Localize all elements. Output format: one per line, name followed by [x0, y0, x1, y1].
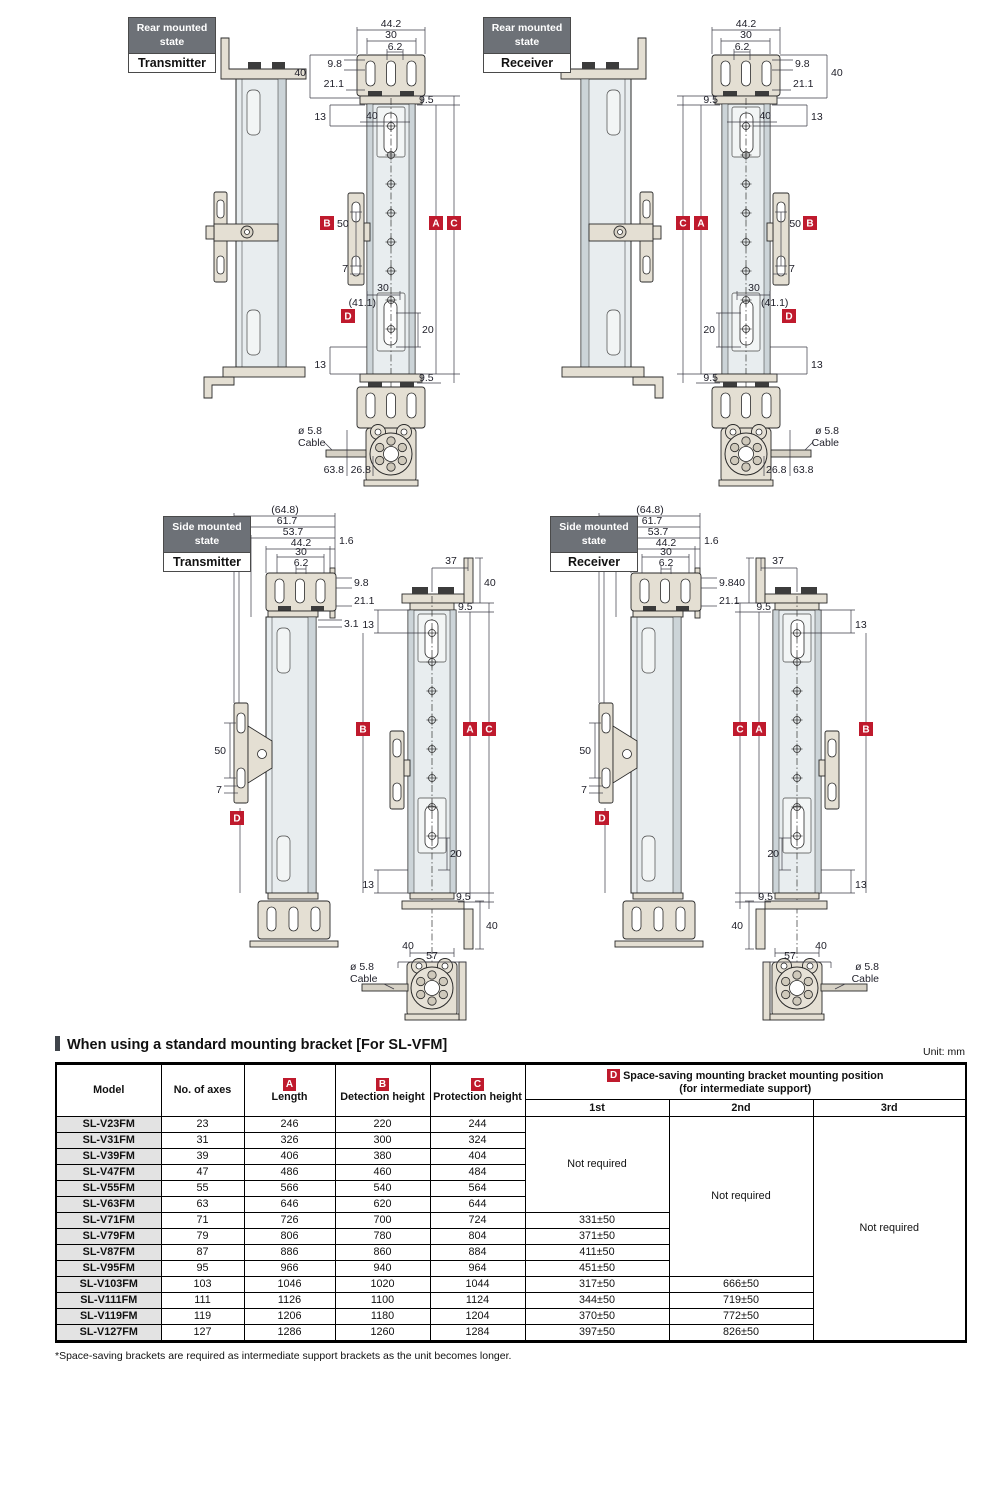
side-receiver-tag: [550, 516, 638, 572]
cell-model: SL-V23FM: [56, 1117, 161, 1133]
dim-label: 9.8: [795, 58, 810, 70]
dim-label: 21.1: [719, 595, 740, 607]
cell-model: SL-V47FM: [56, 1165, 161, 1181]
cell-axes: 39: [161, 1149, 244, 1165]
marker-A: [463, 722, 477, 736]
cell-axes: 23: [161, 1117, 244, 1133]
bracket-table-body: [56, 1117, 966, 1342]
dim-label: 40: [731, 920, 743, 932]
cell-length: 646: [244, 1197, 335, 1213]
dim-label: 9.8: [354, 577, 369, 589]
mount-state-label: Side mounted state: [164, 517, 250, 553]
cell-protection: 644: [430, 1197, 525, 1213]
cell-protection: 564: [430, 1181, 525, 1197]
col-header-2nd: 2nd: [669, 1100, 813, 1117]
cell-model: SL-V31FM: [56, 1133, 161, 1149]
footnote: *Space-saving brackets are required as intermediate support brackets as the unit becomes longer.: [55, 1350, 512, 1362]
dim-label: 30: [377, 282, 389, 294]
dim-label: 20: [767, 848, 779, 860]
cell-axes: 87: [161, 1245, 244, 1261]
dim-label: 9.5: [703, 94, 718, 106]
marker-D: [782, 309, 796, 323]
col-header-model: Model: [56, 1064, 161, 1117]
dim-label: 57: [784, 950, 796, 962]
cell-axes: 111: [161, 1293, 244, 1309]
rear-transmitter-tag: [128, 17, 216, 73]
bracket-table-section: [55, 1036, 965, 1362]
svg-text:A: A: [755, 724, 763, 736]
cell-protection: 724: [430, 1213, 525, 1229]
marker-A: [752, 722, 766, 736]
cell-model: SL-V111FM: [56, 1293, 161, 1309]
cell-protection: 1044: [430, 1277, 525, 1293]
dim-label: 53.7: [282, 526, 304, 538]
svg-text:C: C: [736, 724, 744, 736]
col-header-protection: C Protection height: [430, 1064, 525, 1117]
dim-label: 13: [314, 359, 326, 371]
cable-label: Cable: [851, 973, 879, 985]
dim-label: 26.8: [350, 464, 371, 476]
dim-3-1-lines: [318, 620, 342, 627]
side-receiver-drawing: [515, 498, 890, 1028]
cell-first: 370±50: [525, 1309, 669, 1325]
marker-B: [859, 722, 873, 736]
cell-protection: 484: [430, 1165, 525, 1181]
cell-axes: 79: [161, 1229, 244, 1245]
cell-detection: 860: [335, 1245, 430, 1261]
dim-label: 20: [703, 324, 715, 336]
dim-label: 7: [789, 263, 795, 275]
dim-label: 40: [294, 67, 306, 79]
dim-label: 40: [484, 577, 496, 589]
cell-length: 326: [244, 1133, 335, 1149]
cell-protection: 404: [430, 1149, 525, 1165]
cell-detection: 300: [335, 1133, 430, 1149]
cell-length: 566: [244, 1181, 335, 1197]
cell-detection: 1020: [335, 1277, 430, 1293]
cell-first: 331±50: [525, 1213, 669, 1229]
bracket-table: [55, 1062, 967, 1343]
cell-second: 719±50: [669, 1293, 813, 1309]
cell-second: 772±50: [669, 1309, 813, 1325]
dim-label: 30: [660, 546, 672, 558]
dim-label: 9.5: [756, 601, 771, 613]
marker-B: [320, 216, 334, 230]
cable-diameter-label: ø 5.8: [298, 425, 322, 437]
col-header-position-group: D Space-saving mounting bracket mounting position (for intermediate support): [525, 1064, 966, 1100]
dim-label: 30: [295, 546, 307, 558]
svg-text:A: A: [432, 218, 440, 230]
dim-label: 40: [486, 920, 498, 932]
dim-label: 13: [855, 619, 867, 631]
dim-label: 40: [402, 940, 414, 952]
cell-protection: 884: [430, 1245, 525, 1261]
cell-axes: 103: [161, 1277, 244, 1293]
cell-model: SL-V55FM: [56, 1181, 161, 1197]
dim-label: (64.8): [271, 504, 299, 516]
cell-length: 726: [244, 1213, 335, 1229]
dim-label: 9.5: [458, 601, 473, 613]
cable-diameter-label: ø 5.8: [350, 961, 374, 973]
dim-label: 20: [422, 324, 434, 336]
dim-label: 13: [811, 359, 823, 371]
cell-first-merged: Not required: [525, 1117, 669, 1213]
dim-label: 37: [445, 555, 457, 567]
dim-label: 53.7: [647, 526, 669, 538]
section-title-row: [55, 1036, 965, 1058]
cell-length: 486: [244, 1165, 335, 1181]
svg-text:D: D: [598, 813, 606, 825]
dim-label: 50: [789, 218, 801, 230]
cell-protection: 1284: [430, 1325, 525, 1342]
cell-protection: 964: [430, 1261, 525, 1277]
title-bar: [55, 1036, 60, 1051]
cable-label: Cable: [350, 973, 378, 985]
marker-A: A: [283, 1078, 296, 1091]
unit-label: Unit: mm: [923, 1046, 965, 1058]
col-header-detection: B Detection height: [335, 1064, 430, 1117]
dim-label: 1.6: [339, 535, 354, 547]
dim-label: 13: [811, 111, 823, 123]
cell-detection: 1260: [335, 1325, 430, 1342]
side-transmitter-panel: [150, 498, 515, 1028]
dim-label: 57: [426, 950, 438, 962]
cell-model: SL-V79FM: [56, 1229, 161, 1245]
cell-second: 666±50: [669, 1277, 813, 1293]
dim-label: 63.8: [793, 464, 814, 476]
svg-text:B: B: [359, 724, 367, 736]
dim-label: 6.2: [387, 41, 403, 53]
dim-label: 9.5: [419, 94, 434, 106]
cell-detection: 1100: [335, 1293, 430, 1309]
rear-receiver-panel: [475, 10, 855, 490]
marker-A: [694, 216, 708, 230]
cell-axes: 47: [161, 1165, 244, 1181]
svg-text:C: C: [450, 218, 458, 230]
cell-first: 411±50: [525, 1245, 669, 1261]
svg-text:C: C: [485, 724, 493, 736]
cell-length: 246: [244, 1117, 335, 1133]
dim-label: (41.1): [348, 297, 376, 309]
marker-D: [341, 309, 355, 323]
dim-label: 30: [740, 29, 752, 41]
svg-text:A: A: [466, 724, 474, 736]
dim-label: 61.7: [641, 515, 663, 527]
cell-length: 966: [244, 1261, 335, 1277]
cell-first: 344±50: [525, 1293, 669, 1309]
cell-axes: 119: [161, 1309, 244, 1325]
cell-detection: 380: [335, 1149, 430, 1165]
dim-label: 50: [579, 745, 591, 757]
dim-label: 6.2: [658, 557, 674, 569]
marker-B: B: [376, 1078, 389, 1091]
dim-label: 30: [748, 282, 760, 294]
svg-text:D: D: [785, 311, 793, 323]
dim-label: 9.8: [719, 577, 734, 589]
cable-diameter-label: ø 5.8: [815, 425, 839, 437]
device-label: Receiver: [484, 54, 570, 72]
marker-C: [733, 722, 747, 736]
col-header-3rd: 3rd: [813, 1100, 966, 1117]
dim-label: 13: [314, 111, 326, 123]
dim-label: 7: [216, 784, 222, 796]
cell-protection: 1204: [430, 1309, 525, 1325]
marker-D: D: [607, 1069, 620, 1082]
mount-state-label: Rear mounted state: [129, 18, 215, 54]
dim-label: 13: [362, 879, 374, 891]
cell-model: SL-V87FM: [56, 1245, 161, 1261]
dim-label: 21.1: [354, 595, 375, 607]
dim-label: 21.1: [323, 78, 344, 90]
side-transmitter-tag: [163, 516, 251, 572]
mount-state-label: Side mounted state: [551, 517, 637, 553]
dim-label: 40: [759, 110, 771, 122]
dim-label: 40: [366, 110, 378, 122]
dim-label: 9.8: [327, 58, 342, 70]
cell-detection: 940: [335, 1261, 430, 1277]
dim-label: 61.7: [276, 515, 298, 527]
dim-label: 44.2: [655, 537, 677, 549]
cell-first: 397±50: [525, 1325, 669, 1342]
dim-label: 13: [362, 619, 374, 631]
side-view: [234, 568, 338, 947]
marker-D: [595, 811, 609, 825]
svg-text:B: B: [806, 218, 814, 230]
svg-text:B: B: [862, 724, 870, 736]
marker-D: [230, 811, 244, 825]
cell-model: SL-V71FM: [56, 1213, 161, 1229]
cell-first: 451±50: [525, 1261, 669, 1277]
marker-C: [676, 216, 690, 230]
cell-protection: 1124: [430, 1293, 525, 1309]
cell-third-merged: Not required: [813, 1117, 966, 1342]
dim-label: 30: [385, 29, 397, 41]
cell-first: 371±50: [525, 1229, 669, 1245]
dim-label: 44.2: [735, 18, 757, 30]
cell-protection: 804: [430, 1229, 525, 1245]
dim-label: 7: [342, 263, 348, 275]
dim-label: 44.2: [290, 537, 312, 549]
col-header-1st: 1st: [525, 1100, 669, 1117]
cell-axes: 55: [161, 1181, 244, 1197]
dim-label: 6.2: [293, 557, 309, 569]
svg-text:D: D: [233, 813, 241, 825]
marker-C: [447, 216, 461, 230]
cable-diameter-label: ø 5.8: [855, 961, 879, 973]
device-label: Transmitter: [164, 553, 250, 571]
dim-label: 13: [855, 879, 867, 891]
cell-model: SL-V39FM: [56, 1149, 161, 1165]
rear-transmitter-panel: [120, 10, 470, 490]
svg-text:C: C: [679, 218, 687, 230]
side-view: [204, 38, 306, 398]
cell-detection: 540: [335, 1181, 430, 1197]
dim-label: 40: [815, 940, 827, 952]
rear-transmitter-drawing: [120, 10, 470, 490]
cell-axes: 127: [161, 1325, 244, 1342]
cell-model: SL-V103FM: [56, 1277, 161, 1293]
side-receiver-panel: [515, 498, 890, 1028]
cell-length: 1286: [244, 1325, 335, 1342]
cell-length: 1046: [244, 1277, 335, 1293]
marker-C: C: [471, 1078, 484, 1091]
cell-first: 317±50: [525, 1277, 669, 1293]
col-header-axes: No. of axes: [161, 1064, 244, 1117]
cell-model: SL-V63FM: [56, 1197, 161, 1213]
cell-detection: 1180: [335, 1309, 430, 1325]
dim-label: 6.2: [734, 41, 750, 53]
cell-length: 1126: [244, 1293, 335, 1309]
cell-axes: 95: [161, 1261, 244, 1277]
cell-length: 886: [244, 1245, 335, 1261]
dim-label: 40: [733, 577, 745, 589]
cell-length: 1206: [244, 1309, 335, 1325]
cell-model: SL-V95FM: [56, 1261, 161, 1277]
dim-label: 9.5: [419, 372, 434, 384]
cell-detection: 220: [335, 1117, 430, 1133]
cell-axes: 63: [161, 1197, 244, 1213]
dim-label: 7: [581, 784, 587, 796]
dim-label: (41.1): [761, 297, 789, 309]
cell-detection: 700: [335, 1213, 430, 1229]
side-transmitter-drawing: [150, 498, 515, 1028]
dim-label: 1.6: [704, 535, 719, 547]
device-label: Transmitter: [129, 54, 215, 72]
marker-A: [429, 216, 443, 230]
cell-second: 826±50: [669, 1325, 813, 1342]
cell-length: 806: [244, 1229, 335, 1245]
cell-detection: 460: [335, 1165, 430, 1181]
dim-label: 9.5: [456, 891, 471, 903]
device-label: Receiver: [551, 553, 637, 571]
marker-B: [356, 722, 370, 736]
table-row: [56, 1117, 966, 1133]
cell-length: 406: [244, 1149, 335, 1165]
marker-C: [482, 722, 496, 736]
cell-second-merged: Not required: [669, 1117, 813, 1277]
dim-label: 37: [772, 555, 784, 567]
dim-label: 50: [214, 745, 226, 757]
dim-label: 26.8: [766, 464, 787, 476]
rear-receiver-drawing: [475, 10, 855, 490]
rear-receiver-tag: [483, 17, 571, 73]
dim-label: 63.8: [323, 464, 344, 476]
dim-label: 9.5: [758, 891, 773, 903]
dim-label: 9.5: [703, 372, 718, 384]
cell-detection: 620: [335, 1197, 430, 1213]
svg-text:D: D: [344, 311, 352, 323]
marker-B: [803, 216, 817, 230]
cell-protection: 244: [430, 1117, 525, 1133]
dim-label: 20: [450, 848, 462, 860]
mount-state-label: Rear mounted state: [484, 18, 570, 54]
cell-model: SL-V127FM: [56, 1325, 161, 1342]
cell-axes: 71: [161, 1213, 244, 1229]
dim-label: 21.1: [793, 78, 814, 90]
svg-text:B: B: [323, 218, 331, 230]
dim-label: 50: [337, 218, 349, 230]
dim-label: 40: [831, 67, 843, 79]
cell-axes: 31: [161, 1133, 244, 1149]
dim-label: (64.8): [636, 504, 664, 516]
col-header-length: A Length: [244, 1064, 335, 1117]
cable-label: Cable: [298, 437, 326, 449]
cable-label: Cable: [811, 437, 839, 449]
cell-protection: 324: [430, 1133, 525, 1149]
front-view: [362, 558, 473, 1020]
cell-model: SL-V119FM: [56, 1309, 161, 1325]
svg-text:A: A: [697, 218, 705, 230]
dim-label: 44.2: [380, 18, 402, 30]
section-title: When using a standard mounting bracket [For SL-VFM]: [67, 1037, 448, 1053]
cell-detection: 780: [335, 1229, 430, 1245]
dim-label: 3.1: [344, 618, 359, 630]
